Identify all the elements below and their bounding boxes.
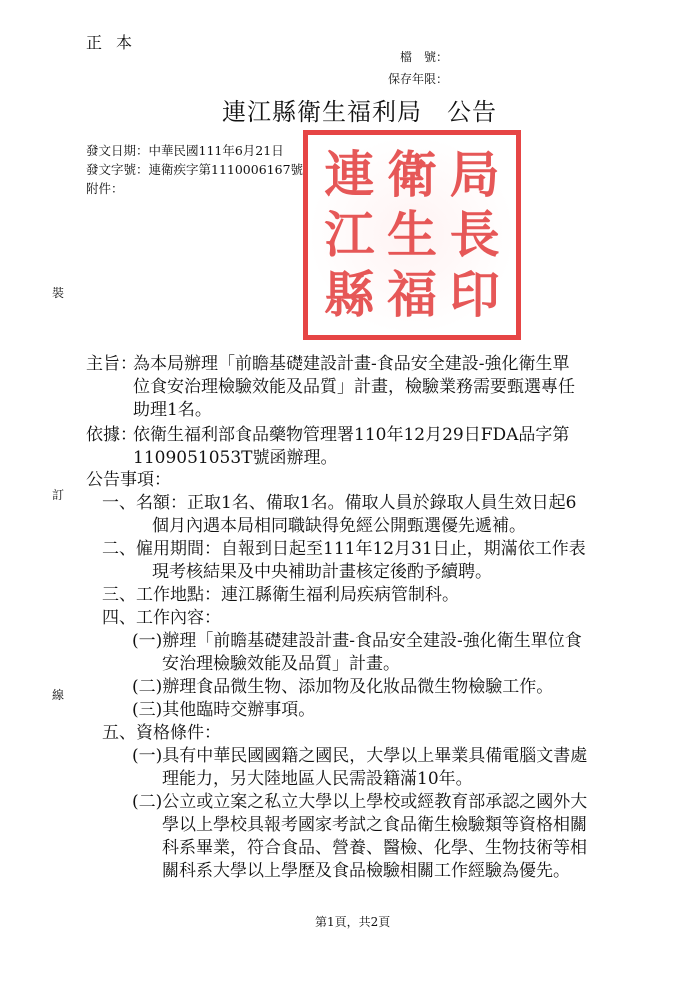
duty-2: (二)辦理食品微生物、添加物及化妝品微生物檢驗工作。: [132, 677, 554, 697]
copy-label: 正本: [86, 33, 147, 52]
qualification-2: (二)公立或立案之私立大學以上學校或經教育部承認之國外大: [132, 792, 588, 812]
seal-glyph: 生: [386, 205, 437, 264]
binding-mark-xian: 線: [52, 688, 65, 702]
item-quota-cont: 個月內遇本局相同職缺得免經公開甄選優先遞補。: [152, 516, 526, 536]
seal-glyphs: [318, 145, 506, 325]
basis-label: 依據：: [86, 425, 137, 445]
qualification-1: (一)具有中華民國國籍之國民，大學以上畢業具備電腦文書處: [132, 746, 588, 766]
seal-glyph: 江: [324, 205, 375, 264]
file-number-label: 檔 號：: [400, 50, 449, 64]
duty-1-cont: 安治理檢驗效能及品質」計畫。: [162, 654, 400, 674]
qualification-2-cont: 學以上學校具報考國家考試之食品衛生檢驗類等資格相關: [162, 815, 587, 835]
item-period-cont: 現考核結果及中央補助計畫核定後酌予續聘。: [152, 562, 492, 582]
seal-glyph: 局: [449, 145, 500, 204]
document-number: 發文字號：連衛疾字第1110006167號: [86, 162, 304, 177]
official-seal: [303, 130, 521, 340]
item-period: 二、僱用期間：自報到日起至111年12月31日止，期滿依工作表: [102, 539, 586, 559]
retention-label: 保存年限：: [388, 72, 449, 86]
seal-glyph: 連: [324, 145, 375, 204]
page-number: 第1頁，共2頁: [315, 915, 391, 929]
seal-glyph: 印: [449, 265, 500, 324]
qualification-2-cont: 關科系大學以上學歷及食品檢驗相關工作經驗為優先。: [162, 861, 570, 881]
subject-label: 主旨：: [86, 354, 137, 374]
subject-line: 位食安治理檢驗效能及品質」計畫，檢驗業務需要甄選專任: [133, 377, 575, 397]
subject-line: 為本局辦理「前瞻基礎建設計畫-食品安全建設-強化衛生單: [133, 354, 570, 374]
item-location: 三、工作地點：連江縣衛生福利局疾病管制科。: [102, 585, 459, 605]
seal-glyph: 衛: [386, 145, 437, 204]
binding-mark-ding: 訂: [52, 488, 65, 502]
basis-line: 1109051053T號函辦理。: [133, 448, 338, 468]
document-title: 連江縣衛生福利局 公告: [222, 98, 497, 126]
qualification-2-cont: 科系畢業，符合食品、營養、醫檢、化學、生物技術等相: [162, 838, 587, 858]
basis-line: 依衛生福利部食品藥物管理署110年12月29日FDA品字第: [133, 425, 570, 445]
attachment-label: 附件：: [86, 181, 124, 196]
subject-line: 助理1名。: [133, 400, 212, 420]
item-quota: 一、名額：正取1名、備取1名。備取人員於錄取人員生效日起6: [102, 493, 577, 513]
item-duties: 四、工作內容：: [102, 608, 221, 628]
notice-header: 公告事項：: [86, 470, 171, 490]
binding-mark-zhuang: 裝: [52, 286, 65, 300]
qualification-1-cont: 理能力，另大陸地區人民需設籍滿10年。: [162, 769, 473, 789]
seal-glyph: 福: [386, 265, 437, 324]
seal-glyph: 縣: [324, 265, 375, 324]
duty-3: (三)其他臨時交辦事項。: [132, 700, 316, 720]
issue-date: 發文日期：中華民國111年6月21日: [86, 143, 284, 158]
seal-glyph: 長: [449, 205, 500, 264]
item-qualifications: 五、資格條件：: [102, 723, 221, 743]
duty-1: (一)辦理「前瞻基礎建設計畫-食品安全建設-強化衛生單位食: [132, 631, 582, 651]
